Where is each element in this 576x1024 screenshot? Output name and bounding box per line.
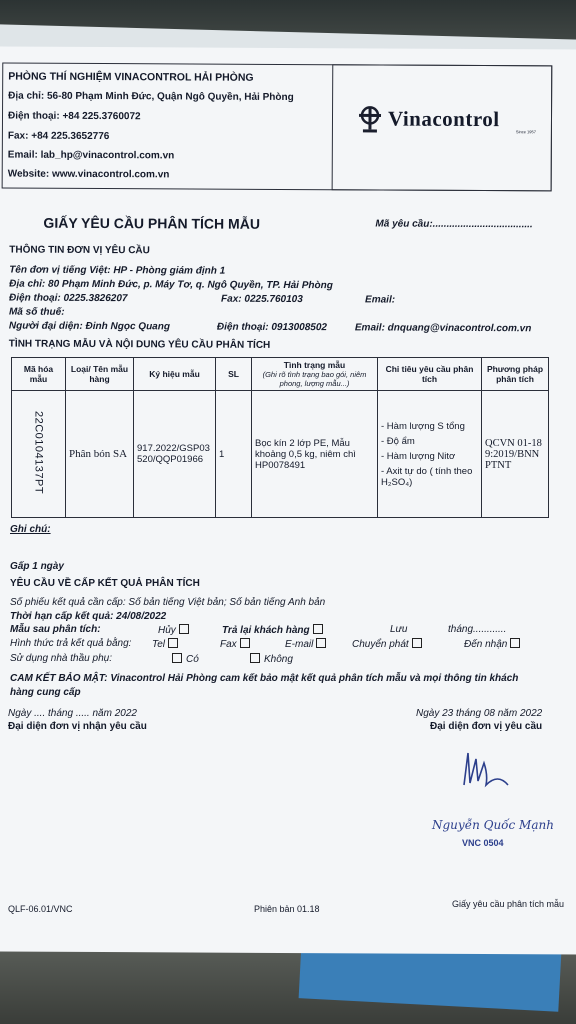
lab-address: Địa chỉ: 56-80 Phạm Minh Đức, Quận Ngô Quyền, Hải Phòng [8,90,294,104]
unit-email: Email: [365,294,396,306]
logo-text: Vinacontrol [387,106,500,132]
rep-phone: Điện thoại: 0913008502 [216,321,327,334]
option-no [250,653,293,665]
rep-email: Email: dnquang@vinacontrol.com.vn [354,322,532,335]
lab-website: Website: www.vinacontrol.com.vn [7,168,170,181]
cell-symbol: 917.2022/GSP03520/QQP01966 [134,391,216,518]
option-tel [152,638,178,650]
unit-address: Địa chỉ: 80 Phạm Minh Đức, p. Máy Tơ, q. Ngô Quyền, TP. Hải Phòng [9,278,333,292]
result-deadline: Thời hạn cấp kết quả: 24/08/2022 [10,611,167,622]
pickup-checkbox[interactable] [510,638,520,648]
table-header-row [12,358,549,391]
header-condition-title: Tình trạng mẫu [283,360,346,370]
header-code: Mã hóa mẫu [12,358,66,391]
cell-indicators [378,391,482,518]
option-yes [172,653,199,665]
confidentiality-commitment: CAM KẾT BẢO MẬT: Vinacontrol Hải Phòng cam kết bảo mật kết quả phân tích mẫu và mọi thông tin khách hàng cung cấp [10,673,519,698]
option-fax [220,638,250,650]
cell-method: QCVN 01-189:2019/BNNPTNT [482,391,549,518]
sample-table [11,357,549,518]
unit-fax: Fax: 0225.760103 [221,293,303,306]
delivery-label: Hình thức trả kết quả bằng: [10,638,132,649]
header-qty: SL [216,358,252,391]
header-type: Loại/ Tên mẫu hàng [66,358,134,391]
option-yes-label: Có [186,654,199,665]
note-label: Ghi chú: [10,524,51,535]
urgent-note: Gấp 1 ngày [10,561,64,572]
right-date: Ngày 23 tháng 08 năm 2022 [416,708,543,719]
return-checkbox[interactable] [313,624,323,634]
lab-email: Email: lab_hp@vinacontrol.com.vn [7,149,175,162]
tel-checkbox[interactable] [168,638,178,648]
indicator-item: - Hàm lượng S tổng [381,420,465,432]
email-checkbox[interactable] [316,638,326,648]
left-signatory-title: Đại diện đơn vị nhận yêu cầu [8,721,147,732]
option-store: Lưu [390,624,408,635]
cell-qty: 1 [216,391,252,518]
signer-name: Nguyễn Quốc Mạnh [432,818,554,832]
header-condition [252,358,378,391]
footer-doc-name: Giấy yêu cầu phân tích mẫu [452,899,565,909]
cell-condition: Bọc kín 2 lớp PE, Mẫu khoảng 0,5 kg, niêm chì HP0078491 [252,391,378,518]
option-email [285,638,326,650]
option-return [222,624,323,636]
option-tel-label: Tel [152,639,165,650]
representative: Người đại diện: Đinh Ngọc Quang [8,320,171,333]
fax-checkbox[interactable] [240,638,250,648]
form-title: GIẤY YÊU CẦU PHÂN TÍCH MẪU [43,214,261,232]
request-code: Mã yêu cầu:.................................... [375,218,533,231]
option-destroy-label: Hủy [158,625,176,636]
no-checkbox[interactable] [250,653,260,663]
sample-code: 22C0104137PT [32,410,45,495]
indicator-item: - Axit tự do ( tính theo H₂SO₄) [381,465,473,488]
signer-code: VNC 0504 [462,838,504,848]
lab-phone: Điện thoại: +84 225.3760072 [7,110,141,123]
yes-checkbox[interactable] [172,653,182,663]
option-return-label: Trả lại khách hàng [222,625,310,636]
subcontract-label: Sử dụng nhà thầu phụ: [10,653,112,664]
cell-type: Phân bón SA [66,391,134,518]
header-symbol: Ký hiệu mẫu [134,358,216,391]
handwritten-signature [458,745,518,795]
copies-count: Số phiếu kết quả cần cấp: Số bản tiếng Việt bản; Số bản tiếng Anh bản [10,597,326,608]
right-signatory-title: Đại diện đơn vị yêu cầu [430,721,543,732]
lab-fax: Fax: +84 225.3652776 [7,130,110,143]
unit-phone: Điện thoại: 0225.3826207 [9,292,128,305]
tax-code: Mã số thuế: [8,306,65,318]
unit-name: Tên đơn vị tiếng Việt: HP - Phòng giám định 1 [9,264,226,277]
header-indicators: Chỉ tiêu yêu cầu phân tích [378,358,482,391]
scale-icon [356,104,384,134]
option-post [352,638,422,650]
logo-since: Since 1957 [515,129,536,135]
section-result-request: YÊU CẦU VỀ CẤP KẾT QUẢ PHÂN TÍCH [10,578,200,589]
lab-name: PHÒNG THÍ NGHIỆM VINACONTROL HẢI PHÒNG [8,70,254,84]
footer-version: Phiên bản 01.18 [254,904,320,914]
option-destroy [158,624,189,636]
option-no-label: Không [264,654,293,665]
destroy-checkbox[interactable] [179,624,189,634]
option-email-label: E-mail [285,639,314,650]
after-analysis-label: Mẫu sau phân tích: [10,624,101,635]
indicator-item: - Độ ẩm [381,435,415,447]
post-checkbox[interactable] [412,638,422,648]
option-fax-label: Fax [220,639,237,650]
left-date: Ngày .... tháng ..... năm 2022 [8,708,137,719]
vinacontrol-logo [356,104,536,141]
table-row [12,391,549,518]
store-months: tháng............ [448,624,507,635]
indicator-item: - Hàm lượng Nitơ [381,450,456,462]
option-pickup-label: Đến nhận [464,639,508,650]
option-post-label: Chuyển phát [352,639,409,650]
section-sample-status: TÌNH TRẠNG MẪU VÀ NỘI DUNG YÊU CẦU PHÂN TÍCH [8,338,271,351]
header-condition-note: (Ghi rõ tình trạng bao gói, niêm phong, lượng mẫu...) [262,370,367,388]
cell-code [12,391,66,518]
section-unit-info: THÔNG TIN ĐƠN VỊ YÊU CẦU [9,244,150,257]
footer-form-code: QLF-06.01/VNC [8,904,73,914]
header-method: Phương pháp phân tích [482,358,549,391]
option-pickup [464,638,520,650]
